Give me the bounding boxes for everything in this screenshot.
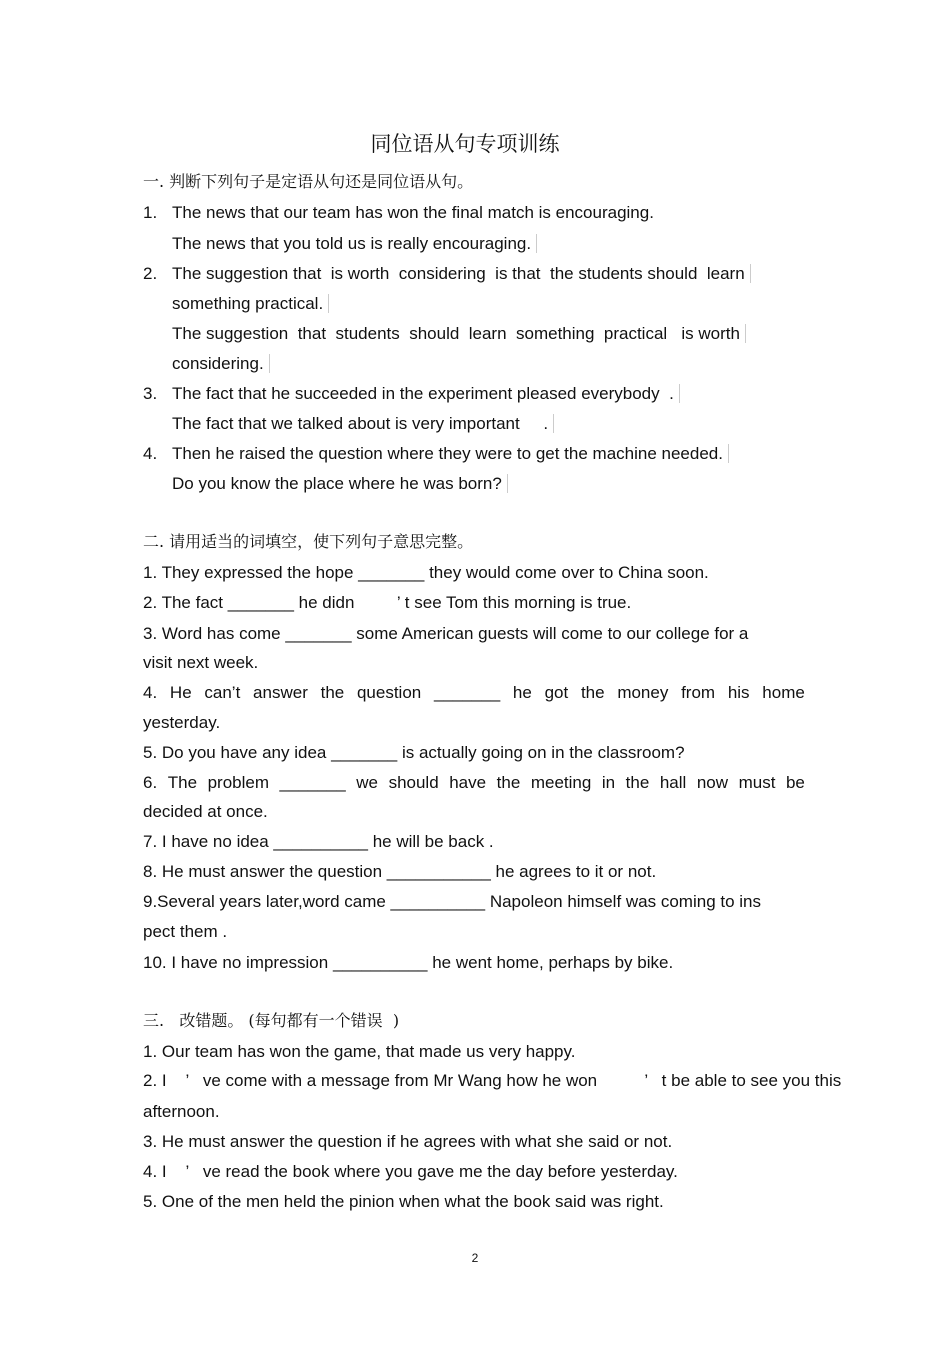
s1-item2-a1	[143, 263, 751, 285]
word: should	[388, 773, 439, 792]
word: _______	[279, 773, 346, 792]
word: must	[738, 773, 776, 792]
s2-line-2: 2. The fact _______ he didn ’ t see Tom this morning is true.	[143, 593, 632, 612]
s1-item1-a-text: The news that our team has won the final match is encouraging.	[172, 203, 654, 222]
word: _______	[433, 683, 501, 702]
word: we	[356, 773, 379, 792]
s1-item2-b1-text: The suggestion that students should learn something practical is worth	[172, 324, 746, 343]
s2-line-6: yesterday.	[143, 713, 221, 732]
word: meeting	[530, 773, 592, 792]
s2-line-4: visit next week.	[143, 653, 259, 672]
s2-line-11: 8. He must answer the question ___________ he agrees to it or not.	[143, 862, 657, 881]
word: The	[167, 773, 198, 792]
word: home	[762, 683, 805, 702]
s1-item2-b1	[172, 323, 746, 345]
s1-item2-num: 2.	[143, 264, 158, 283]
word: the	[320, 683, 345, 702]
s3-line-3: afternoon.	[143, 1102, 220, 1121]
word: his	[727, 683, 750, 702]
s3-line-2: 2. I ’ ve come with a message from Mr Wang how he won ’ t be able to see you this	[143, 1071, 842, 1090]
s2-line-9: decided at once.	[143, 802, 268, 821]
s2-line-13: pect them .	[143, 922, 228, 941]
page-title: 同位语从句专项训练	[370, 132, 560, 156]
word: he	[512, 683, 532, 702]
word: the	[625, 773, 650, 792]
word: answer	[253, 683, 308, 702]
s2-line-7: 5. Do you have any idea _______ is actually going on in the classroom?	[143, 743, 685, 762]
s1-item4-b-text: Do you know the place where he was born?	[172, 474, 508, 493]
s1-item2-a2	[172, 293, 329, 315]
s1-item3-b	[172, 413, 554, 435]
s3-line-1: 1. Our team has won the game, that made us very happy.	[143, 1042, 576, 1061]
word: 4.	[143, 683, 158, 702]
word: be	[785, 773, 805, 792]
s2-line-1: 1. They expressed the hope _______ they would come over to China soon.	[143, 563, 709, 582]
s1-item3-a-text: The fact that he succeeded in the experiment pleased everybody .	[172, 384, 680, 403]
page-number: 2	[471, 1251, 479, 1265]
s1-item1-a	[143, 202, 654, 224]
s1-item4-num: 4.	[143, 444, 158, 463]
word: have	[449, 773, 487, 792]
s1-item4-a	[143, 443, 729, 465]
s3-line-4: 3. He must answer the question if he agrees with what she said or not.	[143, 1132, 673, 1151]
s3-line-6: 5. One of the men held the pinion when what the book said was right.	[143, 1192, 664, 1211]
s2-line-8	[143, 772, 805, 794]
word: He	[169, 683, 192, 702]
s1-item2-b2	[172, 353, 270, 375]
section1-heading: 一. 判断下列句子是定语从句还是同位语从句。	[143, 172, 474, 191]
s2-line-3: 3. Word has come _______ some American guests will come to our college for a	[143, 624, 749, 643]
word: got	[544, 683, 569, 702]
s1-item2-b2-text: considering.	[172, 354, 270, 373]
s1-item1-b-text: The news that you told us is really encouraging.	[172, 234, 537, 253]
word: money	[617, 683, 669, 702]
s3-line-5: 4. I ’ ve read the book where you gave me the day before yesterday.	[143, 1162, 678, 1181]
s1-item4-b	[172, 473, 508, 495]
word: in	[601, 773, 616, 792]
s1-item1-b	[172, 233, 537, 255]
word: can’t	[204, 683, 241, 702]
word: hall	[659, 773, 687, 792]
word: question	[356, 683, 422, 702]
s2-line-14: 10. I have no impression __________ he went home, perhaps by bike.	[143, 953, 674, 972]
section2-heading: 二. 请用适当的词填空，使下列句子意思完整。	[143, 532, 474, 551]
word: the	[496, 773, 521, 792]
word: the	[580, 683, 605, 702]
word: problem	[207, 773, 269, 792]
s2-line-10: 7. I have no idea __________ he will be back .	[143, 832, 494, 851]
section3-heading: 三. 改错题。 (每句都有一个错误 )	[143, 1011, 400, 1030]
s1-item1-num: 1.	[143, 203, 158, 222]
s1-item3-b-text: The fact that we talked about is very important .	[172, 414, 554, 433]
s1-item4-a-text: Then he raised the question where they were to get the machine needed.	[172, 444, 729, 463]
s1-item2-a1-text: The suggestion that is worth considering is that the students should learn	[172, 264, 751, 283]
s1-item3-a	[143, 383, 680, 405]
s1-item2-a2-text: something practical.	[172, 294, 329, 313]
word: now	[696, 773, 729, 792]
s2-line-5	[143, 682, 805, 704]
s1-item3-num: 3.	[143, 384, 158, 403]
word: from	[681, 683, 716, 702]
s2-line-12: 9.Several years later,word came __________ Napoleon himself was coming to ins	[143, 892, 762, 911]
word: 6.	[143, 773, 158, 792]
